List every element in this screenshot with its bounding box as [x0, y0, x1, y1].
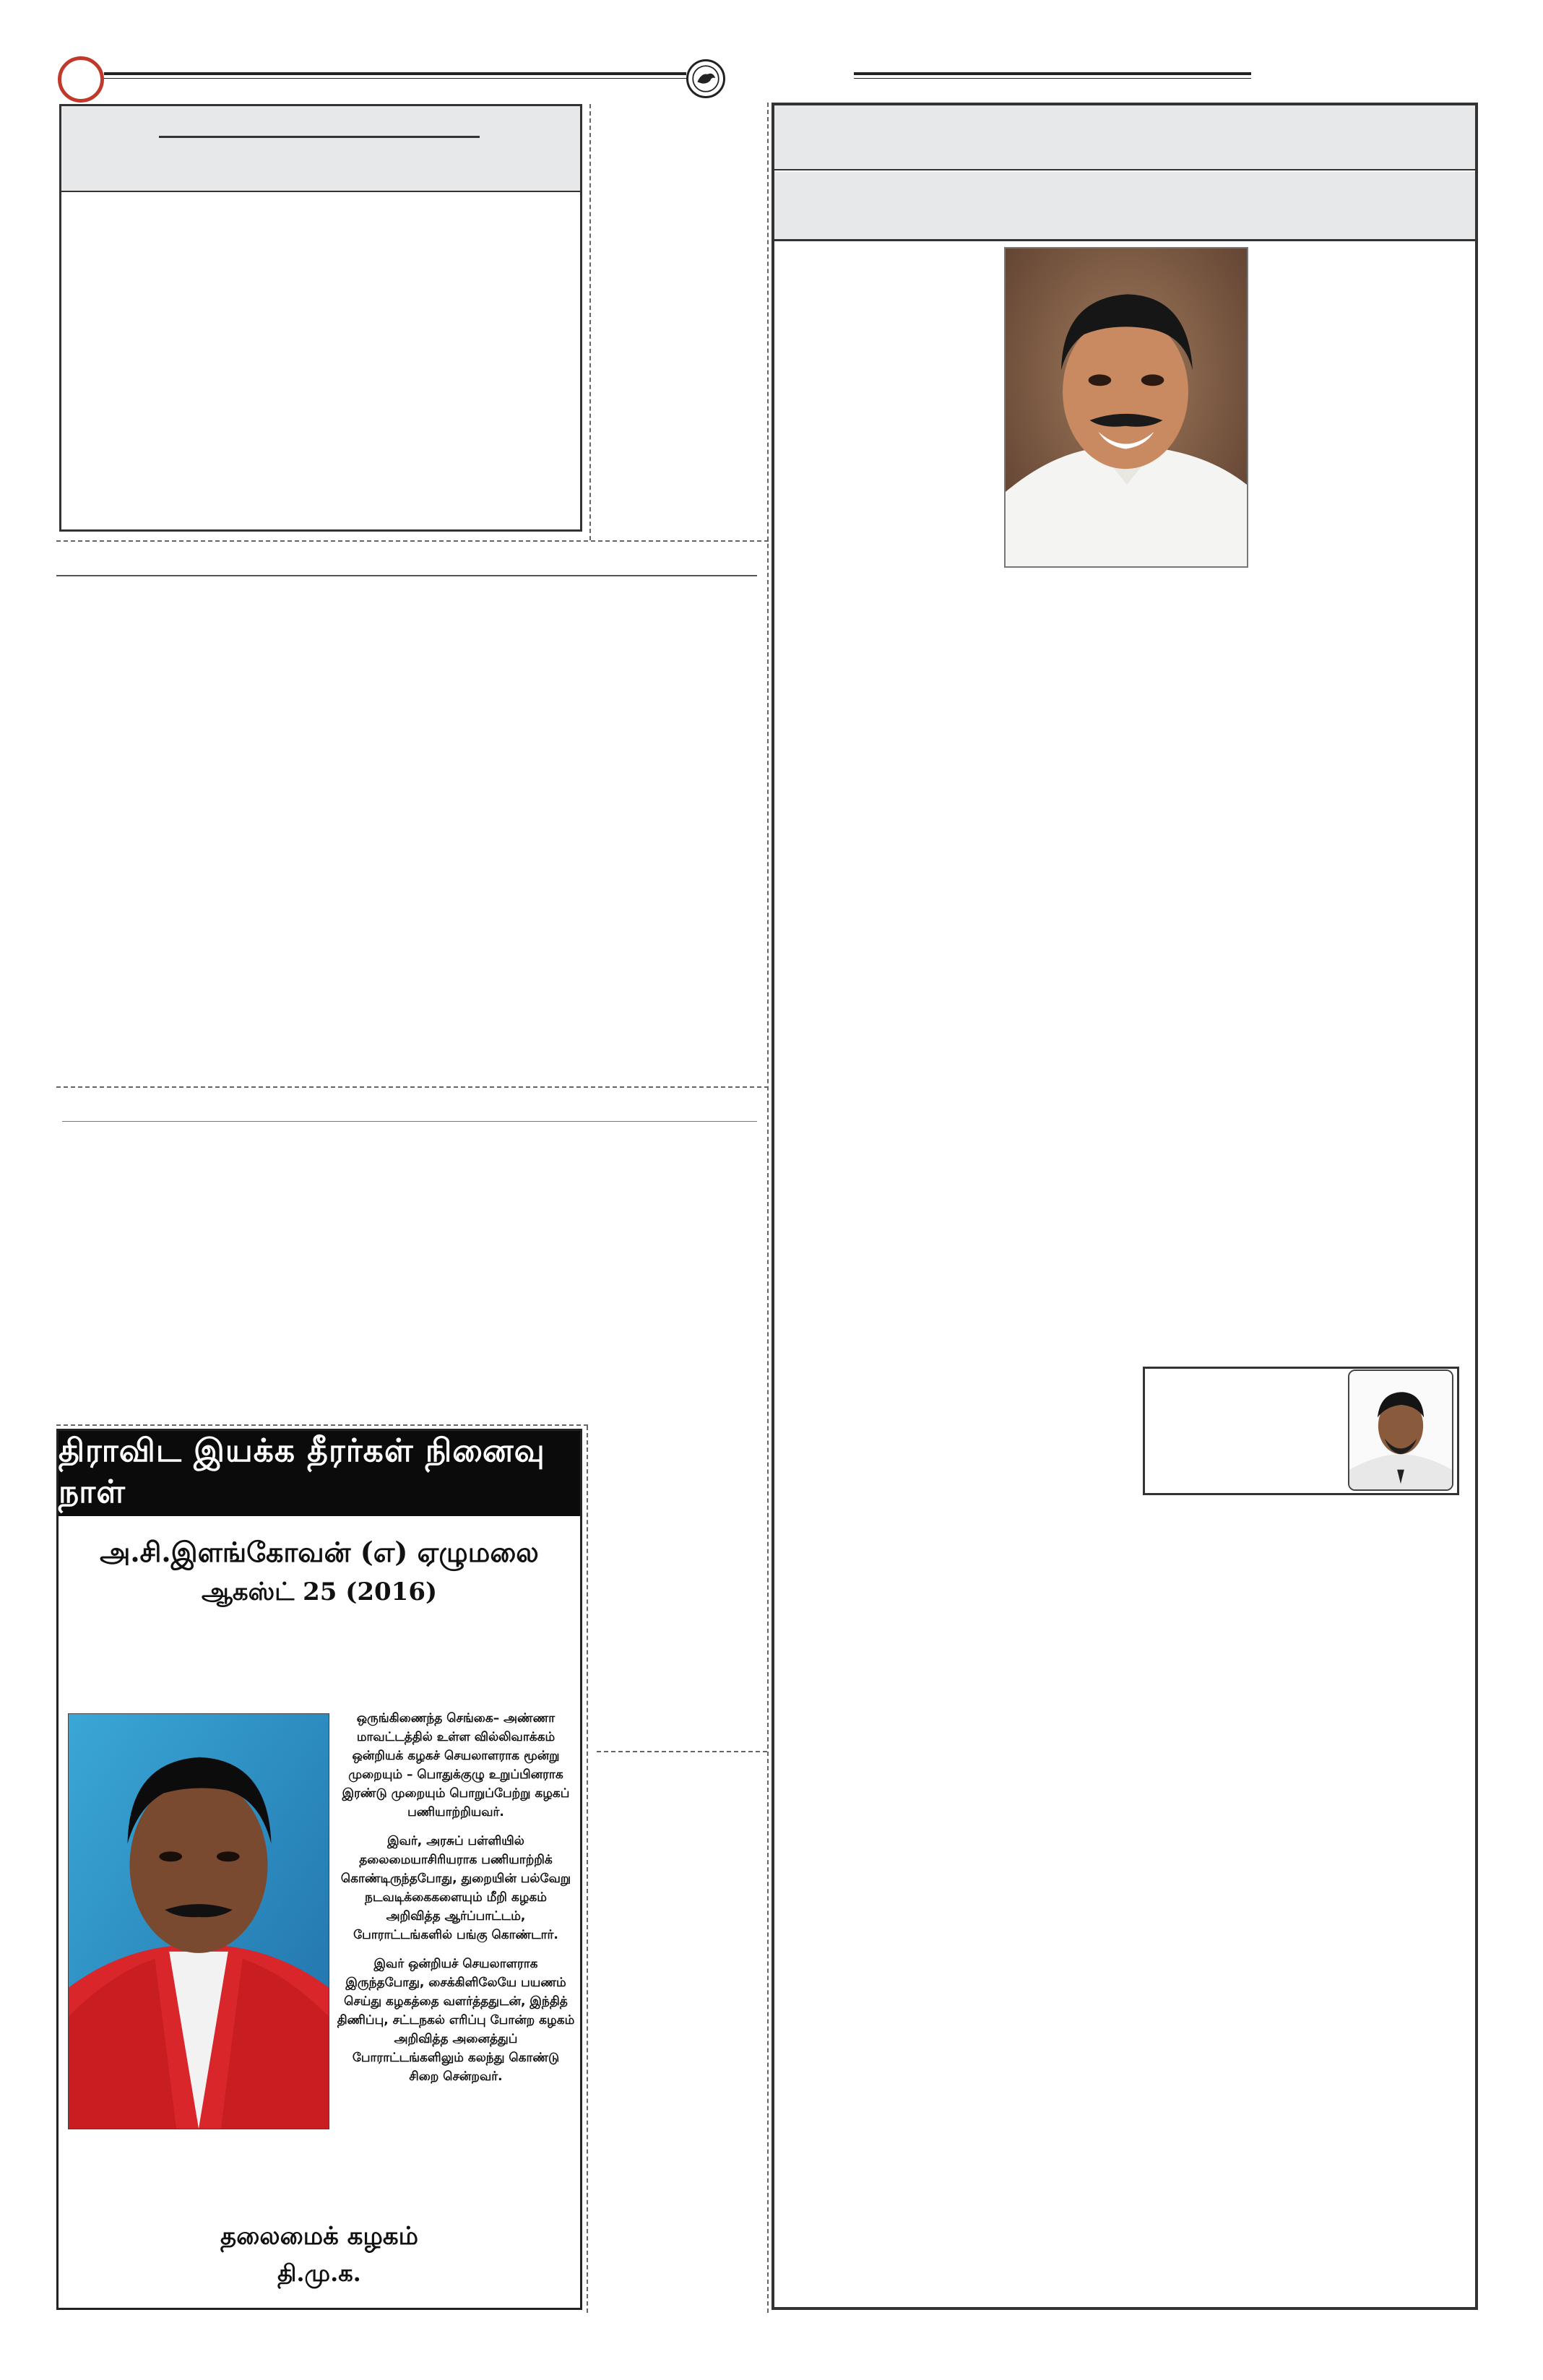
right-column-subheader-band [774, 172, 1475, 241]
section-rule [62, 1121, 757, 1122]
right-column-header-band [774, 105, 1475, 170]
memorial-signature-line1: தலைமைக் கழகம் [220, 2222, 418, 2251]
memorial-name: அ.சி.இளங்கோவன் (எ) ஏழுமலை [100, 1536, 539, 1568]
memorial-signature-line2: தி.மு.க. [277, 2259, 361, 2287]
memorial-biography [337, 1709, 575, 2096]
memorial-paragraph: ஒருங்கிணைந்த செங்கை– அண்ணா மாவட்டத்தில் உள்ள வில்லிவாக்கம் ஒன்றியக் கழகச் செயலாளராக மூன்று முறையும் – பொதுக்குழு உறுப்பினராக இரண்டு முறையும் பொறுப்பேற்று கழகப் பணியாற்றியவர். [342, 1711, 570, 1819]
memorial-header: திராவிட இயக்க தீரர்கள் நினைவு நாள் [59, 1431, 580, 1516]
memorial-date: ஆகஸ்ட் 25 (2016) [201, 1578, 438, 1606]
column-divider [767, 103, 769, 2313]
right-header-rule [854, 72, 1251, 75]
section-divider [56, 540, 769, 542]
top-left-box-title-rule [159, 136, 480, 138]
leader-portrait-photo [1004, 247, 1248, 568]
column-divider [589, 104, 591, 540]
header-rule [104, 72, 686, 75]
section-rule [56, 575, 757, 576]
memorial-portrait-photo [68, 1713, 329, 2129]
top-left-box-header [59, 104, 582, 192]
memorial-paragraph: இவர், அரசுப் பள்ளியில் தலைமையாசிரியராக பணியாற்றிக் கொண்டிருந்தபோது, துறையின் பல்வேறு நடவடிக்கைகளையும் மீறி கழகம் அறிவித்த ஆர்ப்பாட்டம், போராட்டங்களில் பங்கு கொண்டார். [340, 1834, 571, 1942]
section-divider [56, 1086, 769, 1088]
right-header-rule-thin [854, 78, 1251, 79]
rising-sun-emblem-icon [686, 59, 725, 98]
page-marker-circle-icon [58, 56, 104, 103]
small-portrait-photo [1348, 1369, 1453, 1491]
header-rule-thin [104, 78, 686, 79]
section-divider [597, 1751, 767, 1752]
memorial-paragraph: இவர் ஒன்றியச் செயலாளராக இருந்தபோது, சைக்கிளிலேயே பயணம் செய்து கழகத்தை வளர்த்ததுடன், இந்தித் திணிப்பு, சட்டநகல் எரிப்பு போன்ற கழகம் அறிவித்த அனைத்துப் போராட்டங்களிலும் கலந்து கொண்டு சிறை சென்றவர். [337, 1957, 575, 2084]
section-divider [56, 1424, 588, 1426]
column-divider [587, 1426, 588, 2313]
